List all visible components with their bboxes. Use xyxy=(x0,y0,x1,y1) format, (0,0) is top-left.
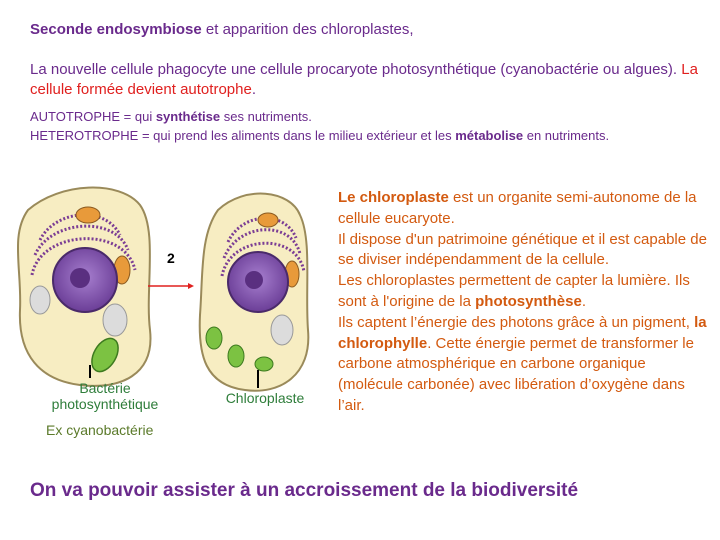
step-number: 2 xyxy=(167,250,175,266)
def-autotrophe-b: synthétise xyxy=(155,109,221,124)
desc-s3-bold: photosynthèse xyxy=(475,292,582,310)
desc-s3-a: Les chloroplastes permettent de capter la lumière. Ils sont à l'origine de la xyxy=(338,272,690,310)
desc-s4-bold: la chlorophylle xyxy=(338,313,707,352)
desc-sentence-4 xyxy=(338,313,714,417)
intro-para-text: La nouvelle cellule phagocyte une cellule procaryote photosynthétique (cyanobactérie ou algues). xyxy=(30,61,682,78)
conclusion: On va pouvoir assister à un accroissement de la biodiversité xyxy=(30,480,579,501)
desc-s4-b: . Cette énergie permet de transformer le carbone atmosphérique en carbone organique (molécule carbonée) avec libération d’oxygène dans l’air. xyxy=(338,334,694,414)
def-hetero-b: métabolise xyxy=(455,128,524,143)
chloroplast-icon-3 xyxy=(255,357,273,371)
left-label-line-2: photosynthétique xyxy=(51,396,159,412)
right-cell xyxy=(200,194,309,391)
intro-paragraph xyxy=(30,60,710,100)
def-autotrophe xyxy=(30,107,710,126)
example-caption: Ex cyanobactérie xyxy=(46,422,154,438)
definitions-block xyxy=(30,107,710,145)
def-autotrophe-a: AUTOTROPHE = qui xyxy=(30,109,156,124)
left-label-line-1: Bactérie xyxy=(79,380,131,396)
intro-block xyxy=(30,20,710,100)
left-figure-label xyxy=(40,380,170,412)
desc-s4-a: Ils captent l’énergie des photons grâce à un pigment, xyxy=(338,313,695,331)
left-nucleolus xyxy=(70,268,90,288)
desc-sentence-3 xyxy=(338,271,714,313)
def-hetero-a: HETEROTROPHE = qui prend les aliments dans le milieu extérieur et les xyxy=(30,128,456,143)
def-autotrophe-c: ses nutriments. xyxy=(220,109,312,124)
left-cell xyxy=(18,188,151,386)
right-mito-icon-1 xyxy=(258,213,278,227)
intro-title-bold: Seconde endosymbiose xyxy=(30,21,202,38)
left-vacuole-1 xyxy=(30,286,50,314)
left-mito-icon-1 xyxy=(76,207,100,223)
transition-arrow-icon xyxy=(148,283,194,289)
desc-s1-bold: Le chloroplaste xyxy=(338,189,449,206)
chloroplast-icon-2 xyxy=(228,345,244,367)
def-heterotrophe xyxy=(30,126,710,145)
right-vacuole xyxy=(271,315,293,345)
desc-s1-rest: est un organite semi-autonome de la cellule eucaryote. xyxy=(338,189,697,227)
desc-sentence-2: Il dispose d'un patrimoine génétique et il est capable de se diviser indépendamment de la cellule. xyxy=(338,230,707,269)
chloroplast-description xyxy=(338,188,714,417)
right-figure-label: Chloroplaste xyxy=(225,390,305,406)
intro-title xyxy=(30,20,710,40)
right-nucleolus xyxy=(245,271,263,289)
intro-para-end: . xyxy=(251,81,256,98)
left-vacuole-2 xyxy=(103,304,127,336)
intro-title-rest: et apparition des chloroplastes, xyxy=(201,21,414,38)
chloroplast-icon-1 xyxy=(206,327,222,349)
desc-s3-end: . xyxy=(581,292,586,310)
def-hetero-c: en nutriments. xyxy=(523,128,610,143)
intro-para-red: La cellule formée devient autotrophe xyxy=(30,61,698,98)
desc-sentence-1 xyxy=(338,188,714,230)
